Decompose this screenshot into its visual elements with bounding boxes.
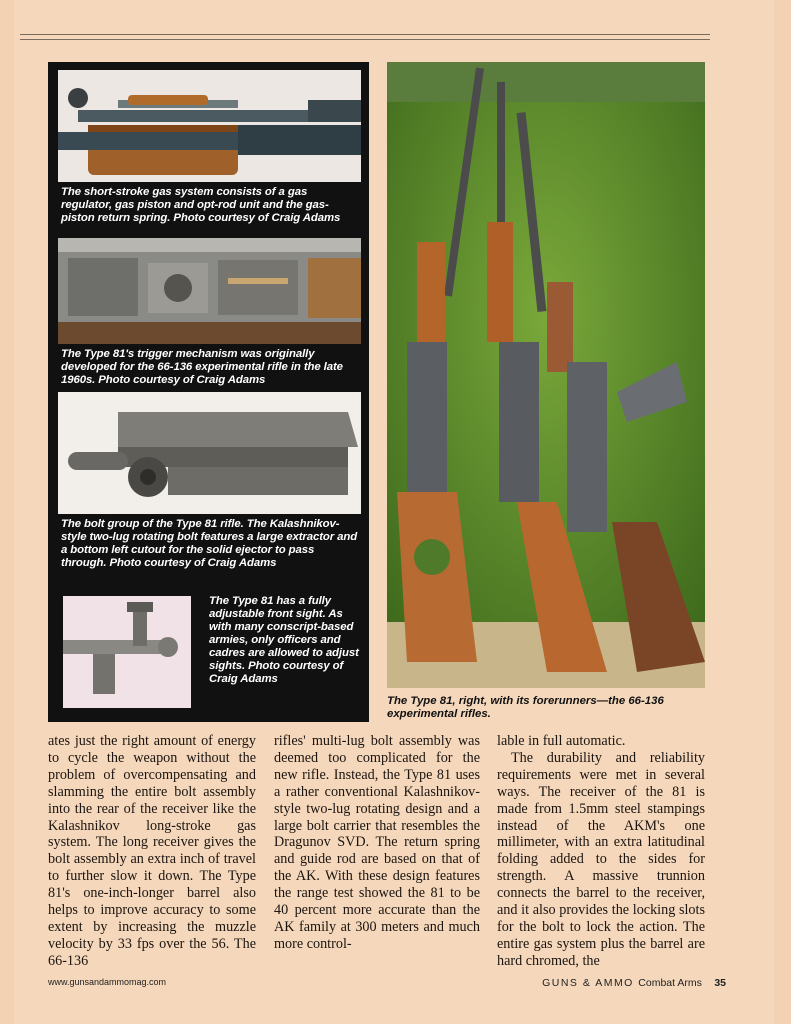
- body-column-1: [48, 733, 256, 970]
- gas-system-photo: [58, 70, 361, 182]
- body-column-2: [274, 733, 480, 953]
- bolt-caption: The bolt group of the Type 81 rifle. The Kalashnikov-style two-lug rotating bolt features a large extractor and a bottom left cutout for the solid ejector to pass through. Photo courtesy of Craig Adams: [61, 518, 358, 569]
- body-column-1-text: ates just the right amount of energy to cycle the weapon without the problem of overcompensating and slamming the entire bolt assembly into the rear of the receiver like the Kalashnikov long-stroke gas system. The long receiver gives the bolt assembly an extra inch of travel to further slow it down. The Type 81's one-inch-longer barrel also helps to improve accuracy to some extent by increasing the muzzle velocity by 33 fps over the 56. The 66-136: [48, 733, 256, 969]
- gas-system-caption: The short-stroke gas system consists of a gas regulator, gas piston and opt-rod unit and the gas-piston return spring. Photo courtesy of Craig Adams: [61, 186, 341, 224]
- body-column-3: [497, 733, 705, 970]
- footer-url: www.gunsandammomag.com: [48, 977, 167, 987]
- front-sight-photo: [63, 596, 191, 708]
- footer-section: Combat Arms: [638, 977, 702, 989]
- front-sight-caption: The Type 81 has a fully adjustable front sight. As with many conscript-based armies, only officers and cadres are allowed to adjust sights. Photo courtesy of Craig Adams: [209, 595, 359, 685]
- footer-folio: [542, 977, 726, 989]
- page-number: 35: [714, 977, 726, 989]
- body-column-3-text-b: The durability and reliability requirements were met in several ways. The receiver of the 81 is made from 1.5mm steel stampings instead of the AKM's one millimeter, with an extra latitudinal folding added to the sides for strength. A massive trunnion connects the barrel to the receiver, and it also provides the locking slots for the bolt to lock the action. The entire gas system plus the barrel are hard chromed, the: [497, 749, 705, 969]
- body-column-2-text: rifles' multi-lug bolt assembly was deemed too complicated for the new rifle. Instead, the Type 81 uses a rather conventional Kalashnikov-style two-lug rotating design and a large bolt carrier that resembles the Dragunov SVD. The return spring and guide rod are based on that of the AK. With these design features the range test showed the 81 to be 40 percent more accurate than the AK family at 300 meters and much more control-: [274, 733, 480, 952]
- header-rule: [20, 34, 710, 35]
- photo-panel: [48, 62, 369, 722]
- body-column-3-text-a: lable in full automatic.: [497, 733, 626, 749]
- trigger-caption: The Type 81's trigger mechanism was originally developed for the 66-136 experimental rifle in the late 1960s. Photo courtesy of Craig Adams: [61, 348, 343, 386]
- footer-magazine: GUNS & AMMO: [542, 977, 634, 989]
- header-rule-2: [20, 39, 710, 40]
- rifles-photo: [387, 62, 705, 688]
- rifles-caption: The Type 81, right, with its forerunners—the 66-136 experimental rifles.: [387, 695, 664, 720]
- trigger-photo: [58, 238, 361, 344]
- bolt-photo: [58, 392, 361, 514]
